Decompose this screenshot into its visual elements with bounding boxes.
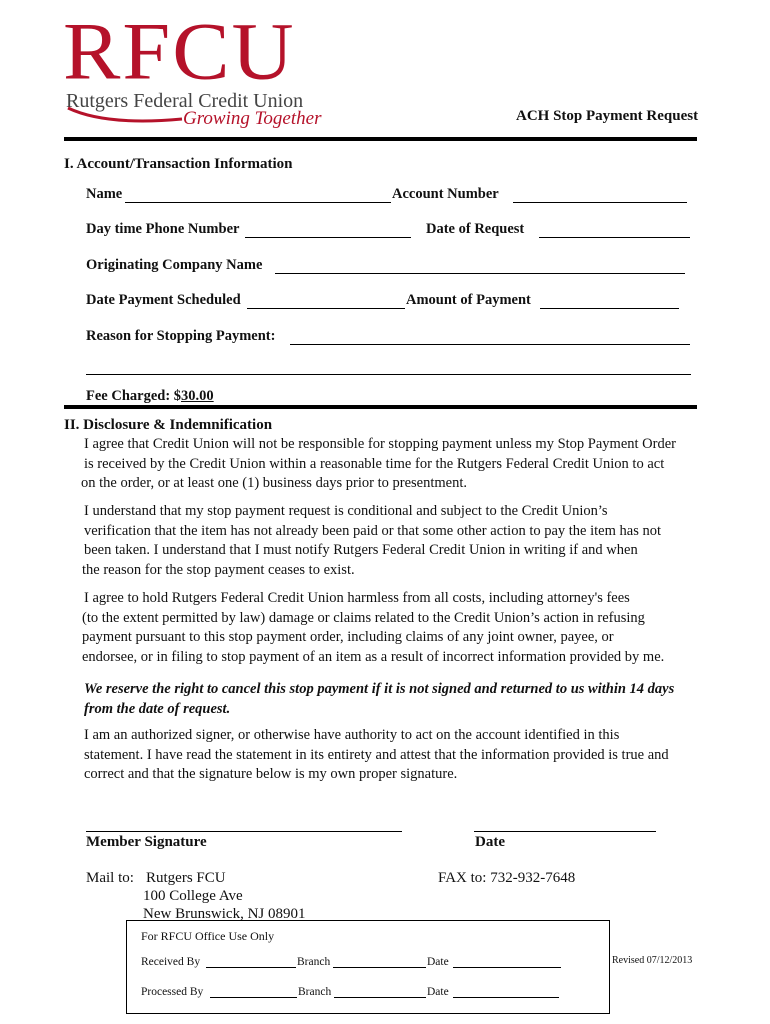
cancellation-notice	[84, 680, 706, 719]
mail-address-line3: New Brunswick, NJ 08901	[143, 906, 306, 922]
name-label: Name	[86, 186, 123, 202]
para3-line1: I agree to hold Rutgers Federal Credit Union harmless from all costs, including attorney's fees	[84, 590, 630, 606]
section2-heading: II. Disclosure & Indemnification	[64, 417, 273, 433]
processed-date-label: Date	[427, 986, 449, 998]
fee-charged	[86, 388, 214, 405]
office-use-heading: For RFCU Office Use Only	[141, 929, 275, 943]
fee-amount: 30.00	[181, 388, 214, 404]
disclosure-paragraph-3	[84, 589, 706, 667]
date-scheduled-field[interactable]	[247, 294, 405, 309]
fee-label: Fee Charged: $	[86, 388, 182, 404]
originating-company-field[interactable]	[275, 259, 685, 274]
para1-line3: on the order, or at least one (1) business days prior to presentment.	[81, 475, 467, 492]
mail-address-line2: 100 College Ave	[143, 888, 243, 904]
processed-branch-label: Branch	[298, 986, 332, 998]
name-field[interactable]	[125, 188, 391, 203]
para3-line4: endorsee, or in filing to stop payment of an item as a result of incorrect information provided by me.	[82, 648, 665, 665]
para2-line2: verification that the item has not already been paid or that some other action to pay the item has not	[84, 522, 661, 539]
disclosure-paragraph-2	[84, 502, 706, 580]
member-signature-field[interactable]	[86, 831, 402, 832]
para3-line2: (to the extent permitted by law) damage or claims related to the Credit Union’s action in refusing	[82, 609, 645, 626]
received-branch-label: Branch	[297, 956, 331, 968]
signature-date-label: Date	[475, 834, 505, 850]
disclosure-paragraph-1	[81, 435, 706, 494]
para2-line1: I understand that my stop payment request is conditional and subject to the Credit Union’s	[84, 503, 608, 519]
originating-company-label: Originating Company Name	[86, 257, 263, 273]
amount-label: Amount of Payment	[406, 292, 531, 308]
divider-top	[64, 137, 697, 141]
amount-field[interactable]	[540, 294, 679, 309]
fax-number: FAX to: 732-932-7648	[438, 870, 576, 886]
para2-line4: the reason for the stop payment ceases to exist.	[82, 561, 355, 578]
date-of-request-field[interactable]	[539, 223, 690, 238]
signature-date-field[interactable]	[474, 831, 656, 832]
document-title: ACH Stop Payment Request	[516, 108, 699, 124]
attestation-paragraph	[84, 726, 706, 785]
notice-line1: We reserve the right to cancel this stop payment if it is not signed and returned to us within 14 days	[84, 681, 675, 697]
reason-field[interactable]	[290, 330, 690, 345]
phone-field[interactable]	[245, 223, 411, 238]
date-of-request-label: Date of Request	[426, 221, 525, 237]
revision-date: Revised 07/12/2013	[612, 955, 693, 966]
reason-label: Reason for Stopping Payment:	[86, 328, 276, 344]
account-number-label: Account Number	[392, 186, 499, 202]
logo-swoosh-icon	[66, 104, 186, 126]
logo-wordmark: RFCU	[63, 5, 296, 97]
para2-line3: been taken. I understand that I must notify Rutgers Federal Credit Union in writing if and when	[84, 542, 638, 559]
para1-line1: I agree that Credit Union will not be responsible for stopping payment unless my Stop Payment Order	[84, 436, 676, 452]
received-by-field[interactable]	[206, 955, 296, 968]
section1-heading: I. Account/Transaction Information	[64, 156, 293, 172]
date-scheduled-label: Date Payment Scheduled	[86, 292, 241, 308]
divider-middle	[64, 405, 697, 409]
received-date-field[interactable]	[453, 955, 561, 968]
para4-line3: correct and that the signature below is my own proper signature.	[84, 766, 458, 783]
account-number-field[interactable]	[513, 188, 687, 203]
processed-branch-field[interactable]	[334, 985, 426, 998]
notice-line2: from the date of request.	[84, 700, 231, 717]
para3-line3: payment pursuant to this stop payment order, including claims of any joint owner, payee, or	[82, 629, 614, 646]
para4-line1: I am an authorized signer, or otherwise have authority to act on the account identified in this	[84, 727, 620, 743]
tagline: Growing Together	[183, 108, 322, 129]
mail-address-line1: Rutgers FCU	[146, 870, 226, 886]
mail-to-label: Mail to:	[86, 870, 134, 886]
para4-line2: statement. I have read the statement in its entirety and attest that the information provided is true and	[84, 746, 669, 763]
received-branch-field[interactable]	[333, 955, 426, 968]
received-date-label: Date	[427, 956, 449, 968]
reason-field-line2[interactable]	[86, 360, 691, 375]
received-by-label: Received By	[141, 956, 201, 968]
para1-line2: is received by the Credit Union within a reasonable time for the Rutgers Federal Credit Union to act	[84, 455, 665, 472]
member-signature-label: Member Signature	[86, 834, 207, 850]
processed-date-field[interactable]	[453, 985, 559, 998]
processed-by-label: Processed By	[141, 986, 204, 998]
processed-by-field[interactable]	[210, 985, 297, 998]
org-name: Rutgers Federal Credit Union	[66, 90, 304, 112]
phone-label: Day time Phone Number	[86, 221, 240, 237]
